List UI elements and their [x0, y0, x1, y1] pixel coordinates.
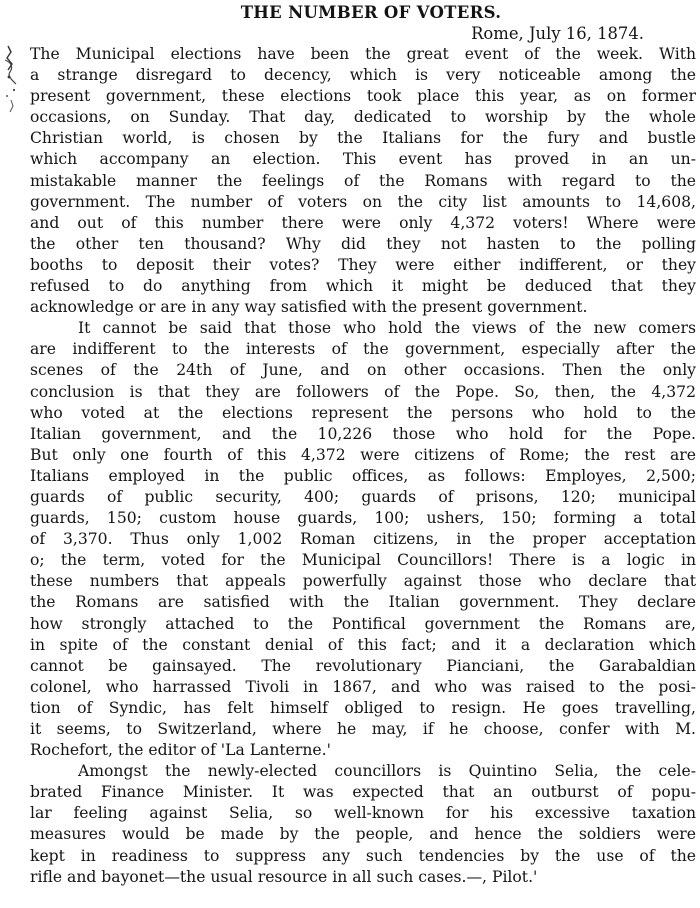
article-line: Rochefort, the editor of 'La Lanterne.'	[30, 741, 331, 760]
article-line: of 3,370. Thus only 1,002 Roman citizens, in the proper acceptation	[30, 530, 696, 549]
article-line: The Municipal elections have been the great event of the week. With	[30, 45, 696, 63]
article-line: tion of Syndic, has felt himself obliged to resign. He goes travelling,	[30, 698, 696, 717]
article-line: how strongly attached to the Pontifical government the Romans are,	[30, 614, 696, 633]
article-line: who voted at the elections represent the persons who hold to the	[30, 403, 696, 422]
article-line: Amongst the newly-elected councillors is Quintino Selia, the cele-	[78, 762, 696, 781]
article-line: Christian world, is chosen by the Italians for the fury and bustle	[30, 129, 696, 148]
article-line: occasions, on Sunday. That day, dedicated to worship by the whole	[30, 108, 696, 127]
article-line: acknowledge or are in any way satisfied with the present government.	[30, 298, 588, 317]
article-line: conclusion is that they are followers of the Pope. So, then, the 4,372	[30, 382, 696, 401]
article-line: booths to deposit their votes? They were either indifferent, or they	[30, 255, 696, 274]
article-line: It cannot be said that those who hold the views of the new comers	[78, 319, 696, 338]
article-line: in spite of the constant denial of this fact; and it a declaration which	[30, 635, 696, 654]
article-line: the other ten thousand? Why did they not hasten to the polling	[30, 234, 696, 253]
article-line: mistakable manner the feelings of the Romans with regard to the	[30, 171, 696, 190]
article-line: But only one fourth of this 4,372 were citizens of Rome; the rest are	[30, 445, 696, 464]
article-line: measures would be made by the people, and hence the soldiers were	[30, 825, 696, 844]
article-line: government. The number of voters on the city list amounts to 14,608,	[30, 192, 696, 211]
article-line: which accompany an election. This event has proved in an un-	[30, 150, 696, 169]
article-line: rifle and bayonet—the usual resource in all such cases.—, Pilot.'	[30, 867, 538, 886]
article-line: colonel, who harrassed Tivoli in 1867, and who was raised to the posi-	[30, 677, 696, 696]
article-line: the Romans are satisfied with the Italian government. They declare	[30, 593, 696, 612]
article-line: guards of public security, 400; guards of prisons, 120; municipal	[30, 487, 696, 506]
article-line: present government, these elections took place this year, as on former	[30, 87, 696, 106]
article-dateline: Rome, July 16, 1874.	[471, 24, 644, 43]
article-body	[30, 44, 696, 888]
article-line: it seems, to Switzerland, where he may, if he choose, confer with M.	[30, 720, 696, 738]
article-line: Italians employed in the public offices, as follows: Employes, 2,500;	[30, 466, 696, 485]
article-title: THE NUMBER OF VOTERS.	[240, 3, 502, 22]
article-line: these numbers that appeals powerfully against those who declare that	[30, 572, 696, 591]
article-line: a strange disregard to decency, which is very noticeable among the	[30, 66, 696, 85]
article-line: refused to do anything from which it might be deduced that they	[30, 277, 696, 296]
article-line: brated Finance Minister. It was expected that an outburst of popu-	[30, 783, 696, 802]
margin-annotation-mark	[2, 44, 24, 116]
article-line: are indifferent to the interests of the government, especially after the	[30, 340, 696, 359]
article-line: kept in readiness to suppress any such tendencies by the use of the	[30, 846, 696, 865]
article-line: cannot be gainsayed. The revolutionary Pianciani, the Garabaldian	[30, 656, 696, 675]
article-line: and out of this number there were only 4,372 voters! Where were	[30, 213, 696, 232]
article-line: guards, 150; custom house guards, 100; ushers, 150; forming a total	[30, 509, 696, 528]
article-line: Italian government, and the 10,226 those who hold for the Pope.	[30, 424, 696, 443]
article-line: lar feeling against Selia, so well-known for his excessive taxation	[30, 804, 696, 823]
article-line: scenes of the 24th of June, and on other occasions. Then the only	[30, 361, 696, 380]
article-line: o; the term, voted for the Municipal Councillors! There is a logic in	[30, 551, 696, 570]
